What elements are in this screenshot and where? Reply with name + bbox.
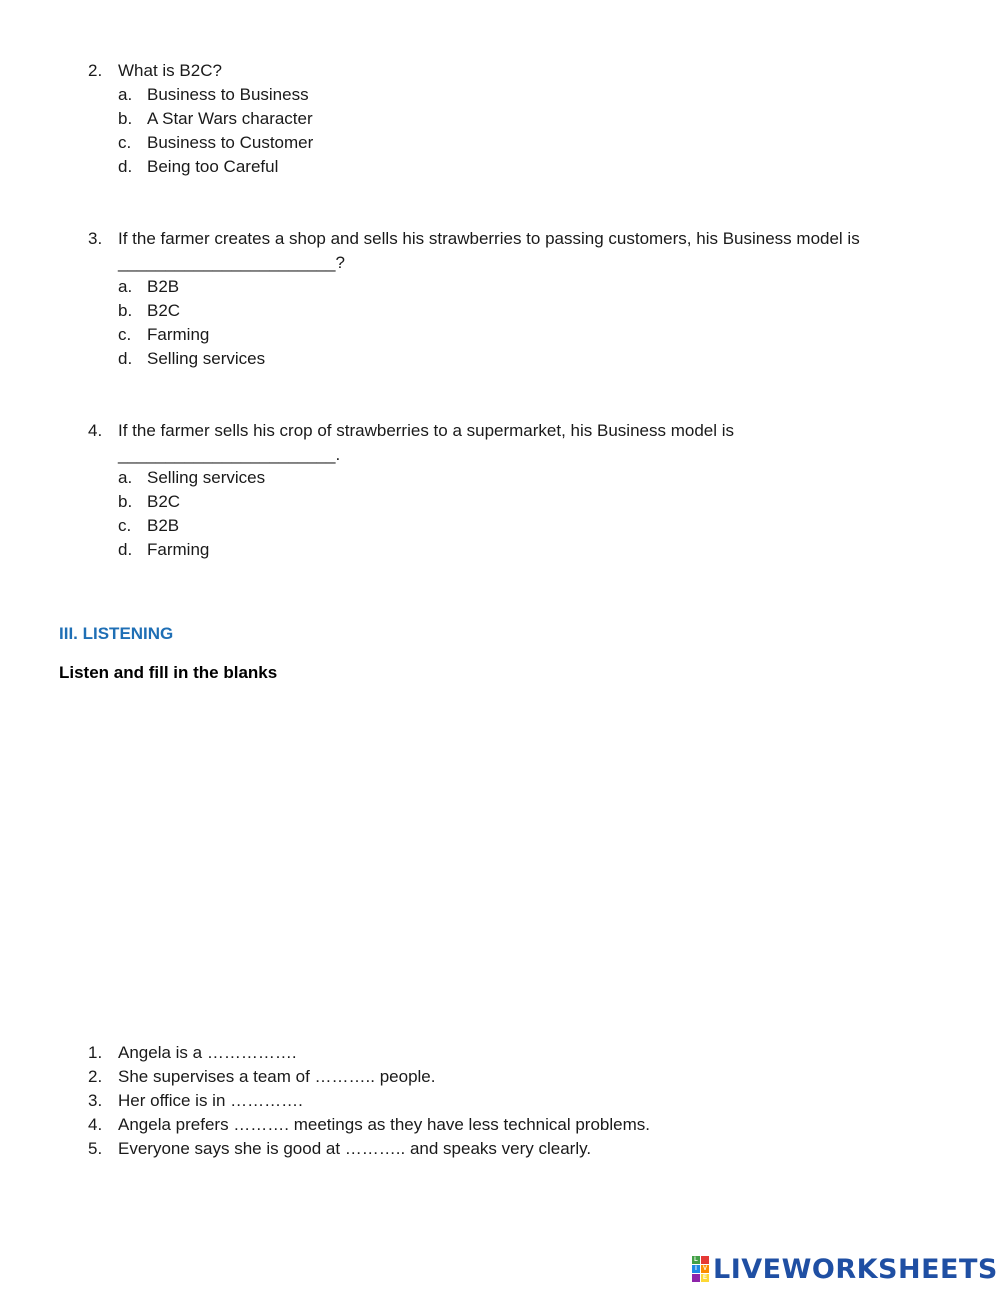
logo-tile: I [692, 1265, 700, 1273]
item-text: Everyone says she is good at ……….. and speaks very clearly. [118, 1139, 592, 1158]
option-a[interactable] [118, 83, 309, 107]
option-b[interactable] [118, 490, 180, 514]
option-c[interactable] [118, 131, 313, 155]
logo-tile [701, 1256, 709, 1264]
logo-text: LIVEWORKSHEETS [713, 1253, 998, 1285]
option-letter: d. [118, 157, 133, 176]
option-text: Business to Business [147, 85, 309, 104]
listening-item [88, 1113, 650, 1137]
option-text: B2C [147, 301, 181, 320]
item-number: 3. [88, 1091, 103, 1110]
section-title: III. LISTENING [59, 624, 174, 643]
option-letter: b. [118, 109, 133, 128]
option-text: B2B [147, 516, 180, 535]
logo-tile: L [692, 1256, 700, 1264]
option-text: Being too Careful [147, 157, 279, 176]
logo-tile: V [702, 1266, 707, 1272]
listening-item [88, 1089, 303, 1113]
option-letter: d. [118, 349, 133, 368]
option-letter: b. [118, 301, 133, 320]
question-number: 3. [88, 229, 103, 248]
item-number: 5. [88, 1139, 103, 1158]
option-letter: a. [118, 468, 133, 487]
answer-blank: _______________________? [118, 253, 345, 272]
option-a[interactable] [118, 466, 265, 490]
logo-tile [692, 1274, 700, 1282]
section-instruction: Listen and fill in the blanks [59, 663, 278, 682]
option-d[interactable] [118, 155, 278, 179]
item-text: She supervises a team of ……….. people. [118, 1067, 436, 1086]
option-text: B2C [147, 492, 181, 511]
option-text: Selling services [147, 468, 266, 487]
option-d[interactable] [118, 347, 265, 371]
item-text: Angela prefers ………. meetings as they have less technical problems. [118, 1115, 650, 1134]
option-letter: b. [118, 492, 133, 511]
option-text: Farming [147, 325, 210, 344]
listening-item [88, 1137, 591, 1161]
option-letter: c. [118, 516, 132, 535]
item-number: 4. [88, 1115, 103, 1134]
item-number: 1. [88, 1043, 103, 1062]
listening-item [88, 1041, 297, 1065]
option-text: Farming [147, 540, 210, 559]
liveworksheets-logo[interactable] [692, 1252, 998, 1286]
option-letter: a. [118, 277, 133, 296]
item-text: Her office is in …………. [118, 1091, 303, 1110]
option-c[interactable] [118, 323, 209, 347]
option-text: Business to Customer [147, 133, 314, 152]
question-number: 4. [88, 421, 103, 440]
option-b[interactable] [118, 107, 313, 131]
option-letter: a. [118, 85, 133, 104]
item-number: 2. [88, 1067, 103, 1086]
option-letter: d. [118, 540, 133, 559]
question-stem: What is B2C? [118, 61, 222, 80]
option-letter: c. [118, 325, 132, 344]
question-stem: If the farmer sells his crop of strawberries to a supermarket, his Business model is [118, 421, 735, 440]
listening-item [88, 1065, 436, 1089]
logo-mark-icon [692, 1256, 709, 1282]
option-text: B2B [147, 277, 180, 296]
logo-tile: E [702, 1275, 707, 1281]
option-d[interactable] [118, 538, 209, 562]
option-c[interactable] [118, 514, 179, 538]
question-stem: If the farmer creates a shop and sells his strawberries to passing customers, his Business model is [118, 229, 860, 248]
option-text: A Star Wars character [147, 109, 313, 128]
item-text: Angela is a ……………. [118, 1043, 297, 1062]
option-a[interactable] [118, 275, 179, 299]
option-b[interactable] [118, 299, 180, 323]
option-letter: c. [118, 133, 132, 152]
answer-blank: _______________________. [118, 445, 341, 464]
question-number: 2. [88, 61, 103, 80]
option-text: Selling services [147, 349, 266, 368]
